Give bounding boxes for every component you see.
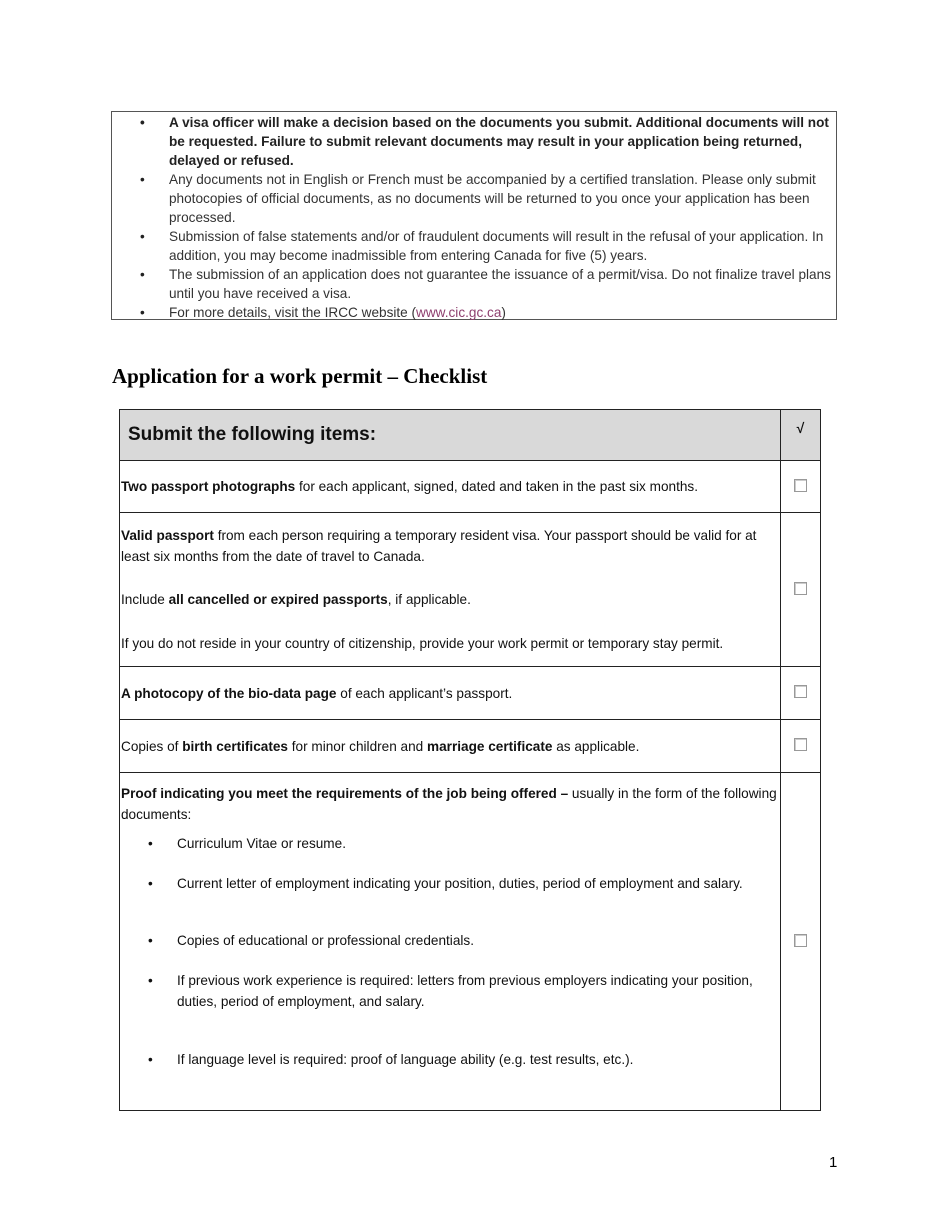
job-proof-item-employment-letter: • Current letter of employment indicating your position, duties, period of employment and salary.	[121, 873, 780, 894]
include-pre: Include	[121, 592, 169, 607]
photos-bold: Two passport photographs	[121, 479, 296, 494]
checklist-row-certificates	[120, 720, 821, 773]
job-proof-rest: usually in the form of the following documents:	[121, 786, 777, 822]
job-proof-checkbox-cell	[781, 773, 821, 1111]
photos-text-cell	[120, 461, 781, 513]
job-proof-item-cv: • Curriculum Vitae or resume.	[121, 833, 780, 854]
passport-residence: If you do not reside in your country of citizenship, provide your work permit or temporary stay permit.	[121, 636, 724, 651]
checklist-header-row	[120, 410, 821, 461]
checklist-row-photos	[120, 461, 821, 513]
tick-header-cell	[781, 410, 821, 461]
certificates-text-cell	[120, 720, 781, 773]
include-post: , if applicable.	[387, 592, 471, 607]
page-title: Application for a work permit – Checklist	[112, 364, 488, 388]
checklist-header-label: Submit the following items:	[128, 424, 377, 445]
passport-checkbox-cell	[781, 513, 821, 667]
passport-rest: from each person requiring a temporary resident visa. Your passport should be valid for at least six months from the date of travel to Canada.	[121, 528, 757, 564]
certs-post: as applicable.	[552, 738, 640, 754]
checklist-row-passport	[120, 513, 821, 667]
passport-bold: Valid passport	[121, 528, 214, 543]
important-notice-box	[111, 111, 837, 320]
photos-rest: for each applicant, signed, dated and taken in the past six months.	[295, 479, 698, 494]
check-mark-icon: √	[796, 420, 805, 436]
page-number: 1	[829, 1154, 838, 1171]
certs-bold-birth: birth certificates	[182, 738, 288, 754]
notice-item-translation: • Any documents not in English or French must be accompanied by a certified translation. Please only submit photocopies of official documents, as no documents will be returned to you once your application has been processed.	[112, 170, 836, 227]
certificates-checkbox[interactable]	[794, 738, 807, 751]
biodata-bold: A photocopy of the bio-data page	[121, 685, 337, 701]
biodata-text-cell	[120, 667, 781, 720]
certs-mid: for minor children and	[287, 738, 428, 754]
checklist-row-biodata	[120, 667, 821, 720]
notice-item-decision: • A visa officer will make a decision based on the documents you submit. Additional documents will not be requested. Failure to submit relevant documents may result in your application being returned, delayed or refused.	[112, 113, 836, 170]
checklist-table	[119, 409, 821, 1111]
certificates-description	[121, 736, 780, 757]
job-proof-item-language: • If language level is required: proof of language ability (e.g. test results, etc.).	[121, 1049, 780, 1070]
certs-pre: Copies of	[121, 738, 183, 754]
biodata-checkbox[interactable]	[794, 685, 807, 698]
job-proof-checkbox[interactable]	[794, 934, 807, 947]
ircc-website-link[interactable]: www.cic.gc.ca	[416, 305, 502, 320]
job-proof-list	[121, 833, 780, 1070]
photos-checkbox[interactable]	[794, 479, 807, 492]
job-proof-bold: Proof indicating you meet the requirements of the job being offered –	[121, 786, 569, 801]
job-proof-item-credentials: • Copies of educational or professional credentials.	[121, 930, 780, 951]
biodata-rest: of each applicant’s passport.	[336, 685, 513, 701]
passport-description	[121, 525, 780, 567]
notice-item-no-guarantee: • The submission of an application does not guarantee the issuance of a permit/visa. Do not finalize travel plans until you have received a visa.	[112, 265, 836, 303]
notice-item-details	[112, 303, 836, 322]
passport-text-cell	[120, 513, 781, 667]
details-prefix: For more details, visit the IRCC website (	[169, 305, 417, 320]
job-proof-intro	[121, 783, 780, 825]
job-proof-text-cell	[120, 773, 781, 1111]
notice-item-false-statements: • Submission of false statements and/or of fraudulent documents will result in the refusal of your application. In addition, you may become inadmissible from entering Canada for five (5) years.	[112, 227, 836, 265]
notice-list	[112, 113, 836, 322]
photos-checkbox-cell	[781, 461, 821, 513]
certs-bold-marriage: marriage certificate	[427, 738, 553, 754]
certificates-checkbox-cell	[781, 720, 821, 773]
details-suffix: )	[501, 305, 506, 320]
passport-checkbox[interactable]	[794, 582, 807, 595]
include-bold: all cancelled or expired passports	[168, 592, 388, 607]
biodata-checkbox-cell	[781, 667, 821, 720]
biodata-description	[121, 683, 780, 704]
passport-include	[121, 589, 780, 610]
photos-description	[121, 476, 780, 497]
job-proof-item-work-experience: • If previous work experience is required: letters from previous employers indicating your position, duties, period of employment, and salary.	[121, 970, 780, 1012]
checklist-header-cell	[120, 410, 781, 461]
checklist-row-job-proof	[120, 773, 821, 1111]
